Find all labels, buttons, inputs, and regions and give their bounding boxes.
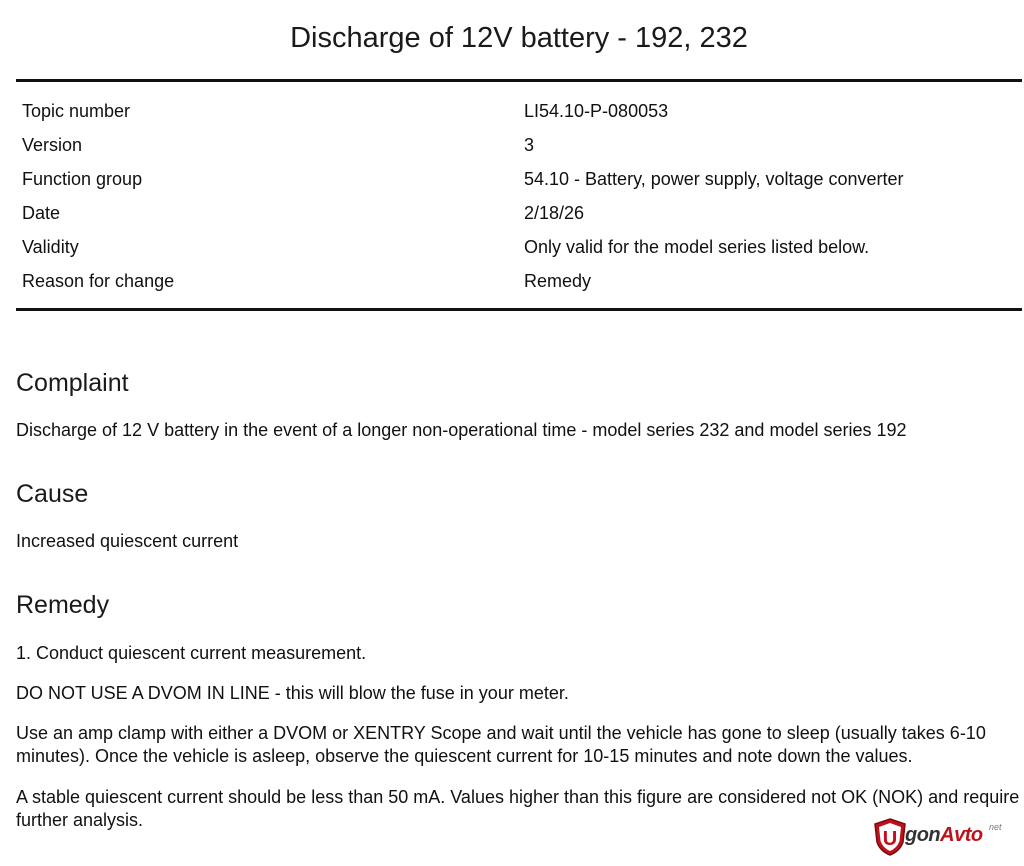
bottom-rule [16, 308, 1022, 311]
remedy-step: A stable quiescent current should be less than 50 mA. Values higher than this figure are considered not OK (NOK) and require further analysis. [16, 787, 1020, 830]
meta-row [22, 230, 1012, 264]
watermark-part2: Avto [940, 824, 983, 846]
meta-key: Function group [22, 168, 143, 189]
meta-key: Validity [22, 236, 79, 257]
shield-logo-icon [873, 818, 907, 856]
complaint-text: Discharge of 12 V battery in the event of a longer non-operational time - model series 232 and model series 192 [16, 420, 907, 440]
cause-heading: Cause [16, 480, 89, 508]
meta-value: 54.10 - Battery, power supply, voltage converter [524, 168, 904, 189]
watermark-suffix: net [989, 822, 1002, 832]
remedy-step: 1. Conduct quiescent current measurement. [16, 643, 367, 663]
meta-value: Remedy [524, 270, 592, 291]
meta-value: 3 [524, 134, 535, 155]
meta-value: 2/18/26 [524, 202, 585, 223]
meta-value: LI54.10-P-080053 [524, 100, 669, 121]
watermark-text [905, 824, 983, 847]
cause-text: Increased quiescent current [16, 531, 239, 551]
meta-key: Topic number [22, 100, 131, 121]
meta-row [22, 264, 1012, 298]
remedy-heading: Remedy [16, 591, 110, 619]
meta-key: Date [22, 202, 61, 223]
svg-text:U: U [882, 828, 898, 850]
metadata-table [22, 94, 1012, 298]
ugonavto-watermark-logo [873, 818, 1013, 858]
page-title: Discharge of 12V battery - 192, 232 [290, 22, 748, 54]
meta-key: Reason for change [22, 270, 175, 291]
watermark-part1: gon [905, 824, 941, 846]
meta-row [22, 162, 1012, 196]
remedy-warning: DO NOT USE A DVOM IN LINE - this will blow the fuse in your meter. [16, 683, 569, 703]
top-rule [16, 79, 1022, 82]
meta-key: Version [22, 134, 83, 155]
meta-row [22, 196, 1012, 230]
meta-value: Only valid for the model series listed below. [524, 236, 870, 257]
meta-row [22, 128, 1012, 162]
remedy-step: Use an amp clamp with either a DVOM or XENTRY Scope and wait until the vehicle has gone to sleep (usually takes 6-10 minutes). Once the vehicle is asleep, observe the quiescent current for 10-15 minutes and note down the values. [16, 723, 986, 766]
complaint-heading: Complaint [16, 369, 129, 397]
meta-row [22, 94, 1012, 128]
